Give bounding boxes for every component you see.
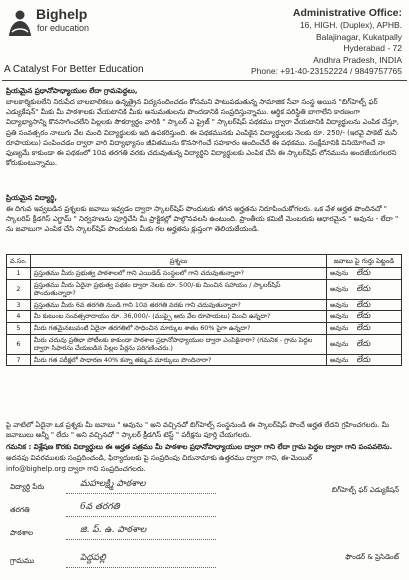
school-underline: [66, 539, 216, 540]
student-name-field[interactable]: మహలక్ష్మి పాఠశాల: [80, 479, 146, 489]
answer-cell[interactable]: [327, 311, 402, 323]
phone-line: Phone: +91-40-23152224 / 9849757765: [250, 66, 402, 76]
question-text: మీరు చదువు ప్రతిభా పోటీలకు కాకుండా పాఠశాల ప్రధానోపాధ్యాయుల ద్వారా ఎంపికైనారా? (గమనిక - గ్రామ పెద్దల ద్వారా సిఫారసు చేయబడిన పిల్లల పేర్లను పరిగణించరు.): [30, 334, 326, 354]
answer-cell[interactable]: [327, 268, 402, 280]
answer-no-handwritten: లేదు: [356, 283, 371, 293]
question-number: 7: [7, 354, 31, 366]
signature-org: బిగ్‌హెల్ప్ ఫర్ ఎడ్యుకేషన్: [331, 486, 399, 494]
table-row: [7, 311, 402, 323]
question-text: మీరు గత పరీక్షలో సాధారణ 40% కన్నా తక్కువ మార్కులు పొందినారా?: [30, 354, 326, 366]
signature-role: ఫౌండర్ & ప్రెసిడెంట్: [345, 553, 399, 561]
question-number: 5: [7, 322, 31, 334]
address-line-2: Balajinagar, Kukatpally: [315, 31, 402, 42]
answer-cell[interactable]: [327, 354, 402, 366]
answer-yes-option[interactable]: అవును: [330, 300, 349, 309]
answer-no-handwritten: లేదు: [356, 338, 371, 348]
answer-yes-option[interactable]: అవును: [330, 323, 349, 332]
tagline: A Catalyst For Better Education: [4, 64, 144, 75]
question-text: మీ కుటుంబ సంవత్సరాదాయం రూ. 36,000/- (ముప్పై ఆరు వేల రూపాయలు) మించి ఉన్నదా?: [30, 311, 326, 323]
question-number: 3: [7, 299, 31, 311]
answer-cell[interactable]: [327, 279, 402, 299]
column-header-question: ప్రశ్నలు: [30, 255, 326, 268]
eligibility-table: [6, 254, 402, 366]
answer-yes-option[interactable]: అవును: [330, 339, 349, 348]
salutation-student: ప్రియమైన విద్యార్థి,: [6, 194, 58, 202]
office-title: Administrative Office:: [292, 7, 402, 19]
header-divider: [2, 80, 407, 81]
question-number: 1: [7, 268, 31, 280]
table-row: [7, 322, 402, 334]
school-label: పాఠశాల: [10, 528, 34, 537]
address-line-1: 16, HIGH. (Duplex), APHB.: [299, 20, 402, 30]
question-number: 2: [7, 279, 31, 299]
intro-paragraph: బాలకార్మికులలేని నిరుపేద బాలబాలికలు ఉన్నత్రైన విద్యనందించడం కోసమని పాటుపడుతున్న సామాజిక సేవా సంస్థ అయిన "బిగ్‌హెల్ప్ ఫర్ ఎడ్యుకేషన్" మీకు మీ పాఠశాలకు వేయటానికి మీకు అనుమతులను పొందడానికి సంప్రదిస్తున్నాము. ఆర్థిక పరిస్థితి బాగాలేని కారణంగా విద్యాభ్యాసాన్ని కొనసాగించలేని పిల్లలకు సౌకర్యార్థం వారికి " స్కాలర్ ఎ ప్రైజ్ " స్కాలర్‌షిప్ పథకము ద్వారా వేయటానికి విద్యార్థులను ఎంపిక చేస్తూ, ప్రతి సంవత్సరం నాలుగు వేల మంది విద్యార్థులకు ఇది ఉపకరిస్తుంది. ఈ పథకమునకు ఎంపికైన విద్యార్థులకు నెలకు రూ. 250/- (ఇరవై పాకెట్ మనీ రూపాయలు) పంపించడం ద్వారా వారి విద్యాభ్యాసం జీవితమును కొనసాగించే సహకారం అందించేదే ఈ పథకము. సంక్షేమానికి వినియోగించే నా ఫుణ్యమే కాకుండా ఈ పథకంలో 10వ తరగతి వరకు చదువుతున్న విద్యార్థిని విద్యార్థులకు ఎంపిక చేసి ఈ స్కాలర్‌షిప్ లోనమును అందజేయగలరని కోరుకుంటున్నాము.: [6, 98, 400, 168]
answer-no-handwritten: లేదు: [356, 322, 371, 332]
question-number: 4: [7, 311, 31, 323]
column-header-number: వ.సం.: [7, 255, 31, 268]
contact-paragraph: అదనపు వివరములకు సంప్రదించండి, ఫిర్యాదులకు పై సంప్రదింపు చిరునామాకు ఉత్తరము ద్వారా గాని, ఈ-మెయిల్: [6, 454, 312, 462]
answer-yes-option[interactable]: అవును: [330, 355, 349, 364]
answer-yes-option[interactable]: అవును: [330, 312, 349, 321]
question-text: ప్రస్తుతము మీరు ఏదైనా ప్రభుత్వ పథకం ద్వారా నెలకు రూ. 500/-కు మించిన సహాయం / స్కాలర్‌షిప్ పొందుతున్నారా?: [30, 279, 326, 299]
table-row: [7, 334, 402, 354]
school-field[interactable]: జి. ప్. ఉ. పాఠశాల: [80, 525, 147, 535]
class-underline: [66, 516, 216, 517]
village-field[interactable]: పెద్దపల్లి: [80, 553, 106, 563]
village-label: గ్రామము: [10, 556, 35, 565]
answer-no-handwritten: లేదు: [356, 299, 371, 309]
table-row: [7, 279, 402, 299]
table-row: [7, 268, 402, 280]
office-address: [251, 6, 402, 78]
village-underline: [66, 567, 216, 568]
instructions-paragraph: ఈ దిగువ ఇవ్వబడిన ప్రశ్నలకు జవాబు ఇవ్వడం ద్వారా స్కాలర్‌షిప్ పొందుటకు తగిన అర్హతను నిరూపించుకోగలరు. ఒక వేళ అర్హత పొందినచో " స్కాలరిప్ క్రీడగిస్ ఎగ్జామ్ " నిర్వహణను పూర్తిచేసి మీ ప్రాక్టికల్లో పాల్గొనవలసి ఉంటుంది. ప్రాంతీయ కమిటీ మెంబరుకు ఆధారమైన " అవును - లేదా " ను జవాబుగా ఎంపిక చేసి స్కాలర్‌షిప్ పొందుటకు మీకు గల అర్హతను క్లుప్తంగా తెలియజేయండి.: [6, 205, 399, 234]
note-paragraph: గమనిక : విశ్లేషణ కొరకు విద్యార్థులు ఈ అర్హత పత్రము మీ పాఠశాల ప్రధానోపాధ్యాయుల ద్వారా గాని లేదా గ్రామ పెద్దల ద్వారా గాని పంపవలెను.: [6, 443, 393, 451]
answer-yes-option[interactable]: అవును: [330, 284, 349, 293]
name-label: విద్యార్థి పేరు: [10, 482, 45, 491]
question-text: ప్రస్తుతము మీరు ప్రభుత్వ పాఠశాలలో గాని ఎయిడెడ్ సంస్థలలో గాని చదువుతున్నారా?: [30, 268, 326, 280]
address-line-4: Andhra Pradesh, INDIA: [313, 54, 402, 65]
hands-logo-icon: [6, 8, 34, 38]
table-body: [7, 268, 402, 366]
question-text: ప్రస్తుతము మీరు 6వ తరగతి నుండి గాని 10వ తరగతి వరకు గాని చదువుతున్నారా?: [30, 299, 326, 311]
answer-cell[interactable]: [327, 334, 402, 354]
question-number: 6: [7, 334, 31, 354]
name-underline: [66, 493, 216, 494]
logo-name: Bighelp: [36, 6, 88, 22]
conclusion-paragraph: పై వాటిలో ఏదైనా ఒక ప్రశ్నకు మీ జవాబు " అవును " అని వచ్చినచో బిగ్‌హెల్ప్ సంస్థనుండి ఈ స్కాలర్‌షిప్ పొందే అర్హత లేదని గ్రహించగలరు. మీ జవాబులు అన్నీ " లేదు " అని వచ్చినచో " స్కాలర్ క్రీడగిస్ టెస్ట్ " పరీక్షను పూర్తి చేయగలరు.: [6, 421, 390, 440]
bighelp-logo: [6, 6, 116, 46]
address-line-3: Hyderabad - 72: [343, 43, 402, 53]
answer-no-handwritten: లేదు: [356, 354, 371, 364]
class-label: తరగతి: [10, 505, 30, 514]
table-row: [7, 299, 402, 311]
answer-cell[interactable]: [327, 322, 402, 334]
answer-no-handwritten: లేదు: [356, 311, 371, 321]
column-header-answer: జవాబు పై గుర్తు పెట్టండి: [327, 255, 402, 268]
answer-yes-option[interactable]: అవును: [330, 269, 349, 277]
table-row: [7, 354, 402, 366]
answer-cell[interactable]: [327, 299, 402, 311]
table-header-row: [7, 255, 402, 268]
logo-subtitle: for education: [37, 23, 90, 33]
salutation-headmaster: ప్రియమైన ప్రధానోపాధ్యాయుల లేదా గ్రామపెద్దలు,: [6, 87, 138, 95]
question-text: మీరు గతమైనటువంటి ఏదైనా తరగతిలో సాధించిన మార్కుల శాతం 60% పైగా ఉన్నదా?: [30, 322, 326, 334]
answer-no-handwritten: లేదు: [356, 268, 371, 277]
email-line: info@bighelp.org ద్వారా గాని సంప్రదించగలరు.: [6, 465, 146, 473]
class-field[interactable]: 6వ తరగతి: [80, 502, 120, 512]
